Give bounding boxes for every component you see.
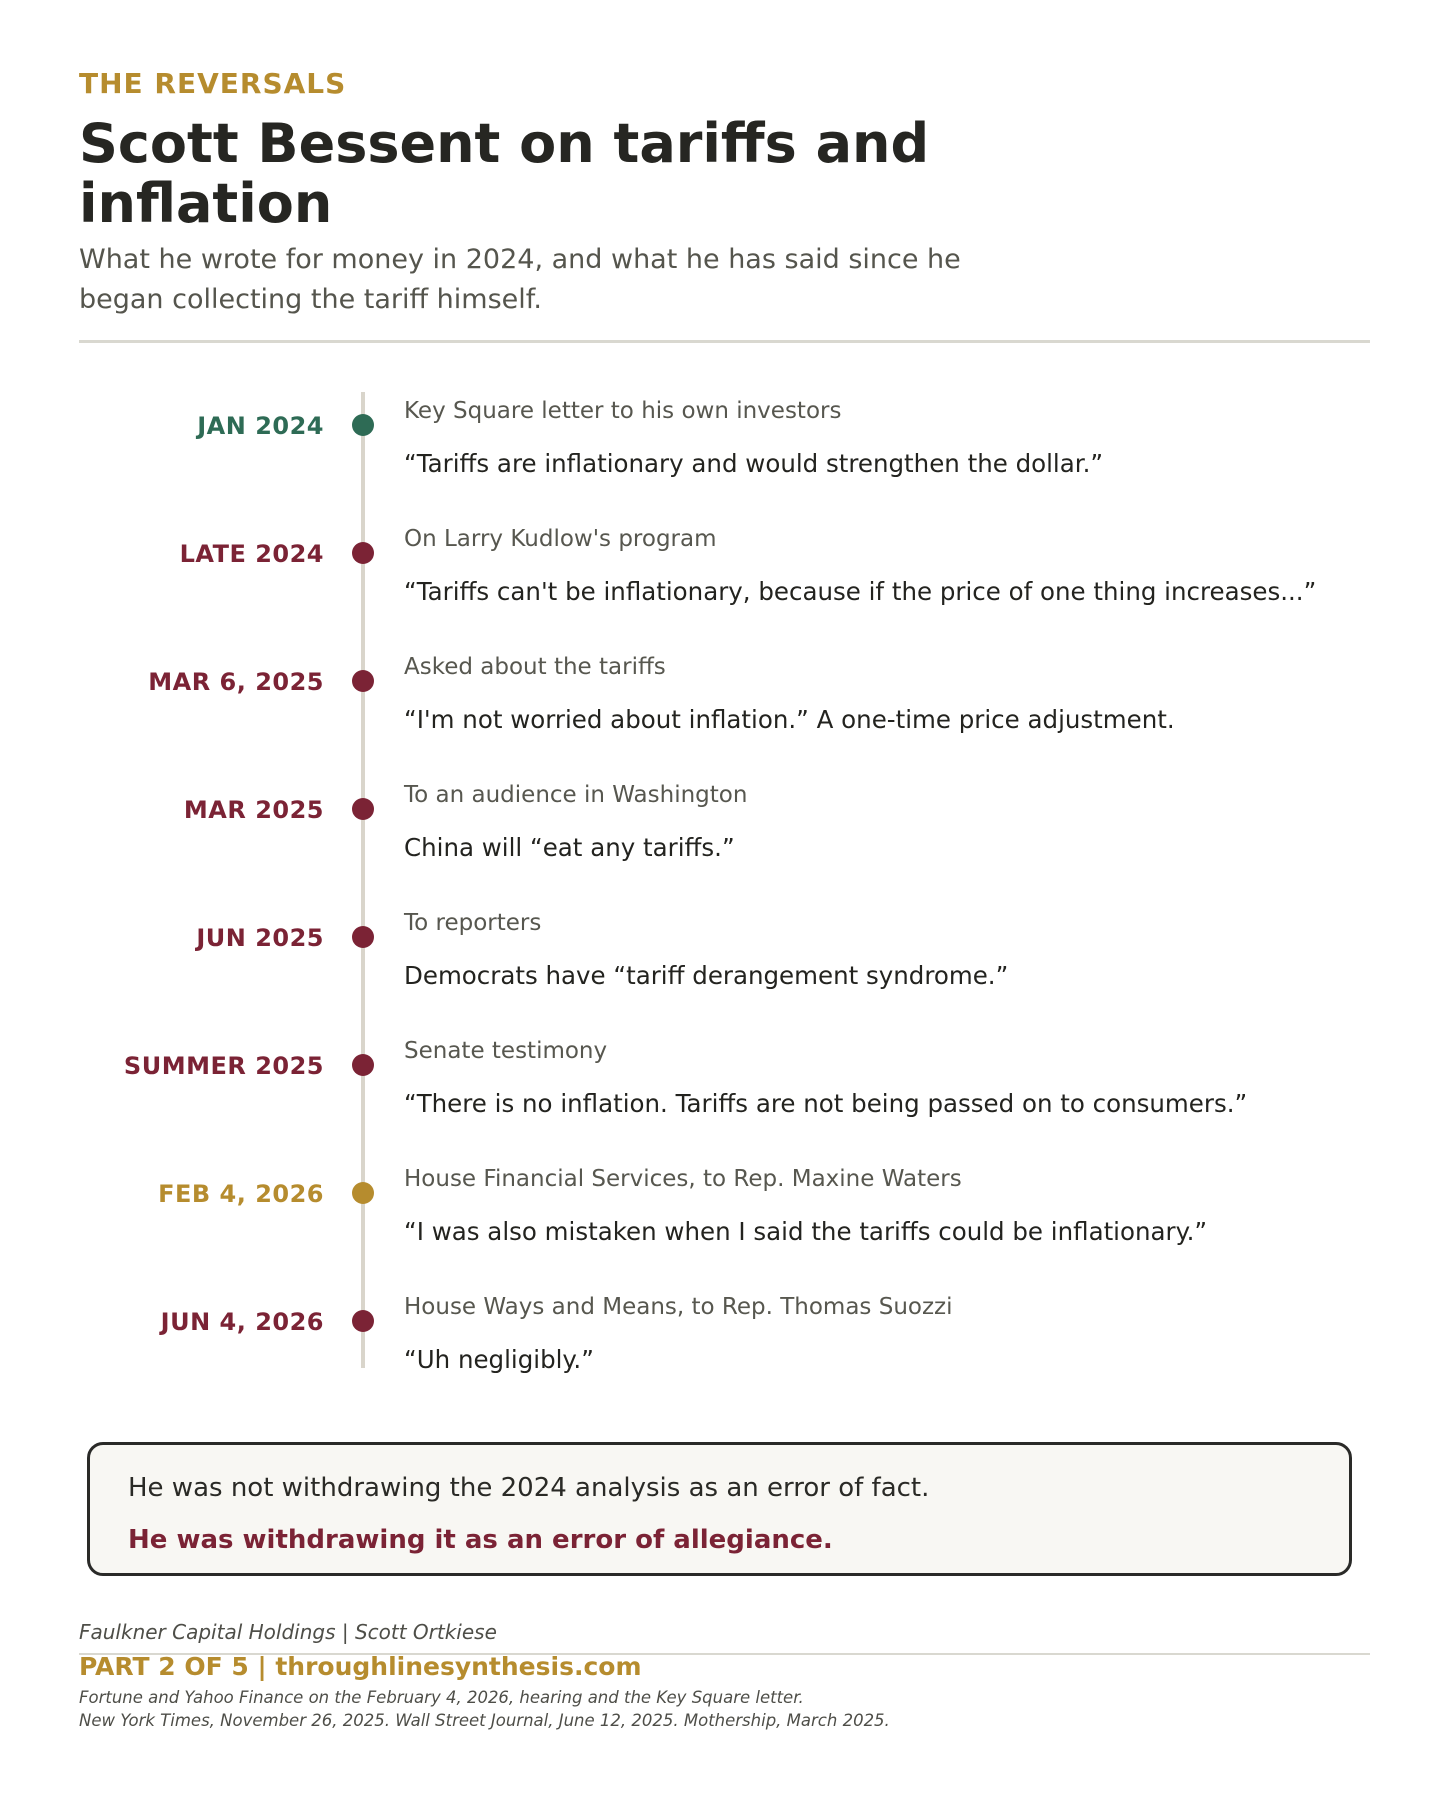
timeline-date: JAN 2024: [197, 412, 324, 440]
callout-emphasis: He was withdrawing it as an error of allegiance.: [128, 1525, 833, 1555]
timeline-dot-icon: [352, 542, 374, 564]
timeline-context: Key Square letter to his own investors: [404, 398, 842, 424]
timeline-entry: [0, 778, 1440, 906]
page-subtitle: What he wrote for money in 2024, and what he has said since he began collecting the tariff himself.: [79, 244, 961, 315]
timeline-context: On Larry Kudlow's program: [404, 526, 717, 552]
timeline-entry: [0, 650, 1440, 778]
timeline-quote: China will “eat any tariffs.”: [404, 833, 735, 862]
header-divider: [79, 340, 1370, 343]
timeline-date: MAR 6, 2025: [148, 668, 324, 696]
timeline-quote: “There is no inflation. Tariffs are not being passed on to consumers.”: [404, 1089, 1248, 1118]
timeline-dot-icon: [352, 1310, 374, 1332]
timeline-entry: [0, 1162, 1440, 1290]
timeline-quote: Democrats have “tariff derangement syndrome.”: [404, 961, 1009, 990]
timeline-date: JUN 2025: [196, 924, 324, 952]
source-line: New York Times, November 26, 2025. Wall Street Journal, June 12, 2025. Mothership, March 2025.: [79, 1711, 890, 1730]
timeline-dot-icon: [352, 670, 374, 692]
timeline-entry: [0, 394, 1440, 522]
timeline-dot-icon: [352, 798, 374, 820]
page-title: Scott Bessent on tariffs and inflation: [79, 112, 930, 235]
timeline-context: To an audience in Washington: [404, 782, 748, 808]
timeline-context: Senate testimony: [404, 1038, 608, 1064]
timeline-quote: “I was also mistaken when I said the tariffs could be inflationary.”: [404, 1217, 1208, 1246]
timeline-dot-icon: [352, 414, 374, 436]
timeline-context: To reporters: [404, 910, 542, 936]
section-kicker: THE REVERSALS: [79, 67, 347, 100]
callout-statement: He was not withdrawing the 2024 analysis as an error of fact.: [128, 1473, 930, 1503]
timeline-entry: [0, 1290, 1440, 1418]
timeline-quote: “I'm not worried about inflation.” A one-time price adjustment.: [404, 705, 1175, 734]
timeline-entry: [0, 1034, 1440, 1162]
timeline-entry: [0, 906, 1440, 1034]
timeline-quote: “Tariffs are inflationary and would strengthen the dollar.”: [404, 449, 1104, 478]
timeline-quote: “Uh negligibly.”: [404, 1345, 594, 1374]
timeline-date: LATE 2024: [179, 540, 324, 568]
series-part-link[interactable]: PART 2 OF 5 | throughlinesynthesis.com: [79, 1652, 642, 1681]
byline: Faulkner Capital Holdings | Scott Ortkiese: [79, 1620, 497, 1644]
timeline-context: House Financial Services, to Rep. Maxine Waters: [404, 1166, 962, 1192]
timeline-date: MAR 2025: [183, 796, 324, 824]
timeline-context: House Ways and Means, to Rep. Thomas Suozzi: [404, 1294, 953, 1320]
conclusion-callout: [87, 1442, 1352, 1576]
timeline-dot-icon: [352, 1054, 374, 1076]
source-line: Fortune and Yahoo Finance on the February 4, 2026, hearing and the Key Square letter.: [79, 1688, 804, 1707]
timeline-date: JUN 4, 2026: [160, 1308, 324, 1336]
timeline-entry: [0, 522, 1440, 650]
timeline-context: Asked about the tariffs: [404, 654, 666, 680]
timeline-date: FEB 4, 2026: [158, 1180, 324, 1208]
timeline-quote: “Tariffs can't be inflationary, because if the price of one thing increases...”: [404, 577, 1317, 606]
timeline-dot-icon: [352, 1182, 374, 1204]
timeline-dot-icon: [352, 926, 374, 948]
sources: [79, 1686, 890, 1732]
timeline-date: SUMMER 2025: [123, 1052, 324, 1080]
